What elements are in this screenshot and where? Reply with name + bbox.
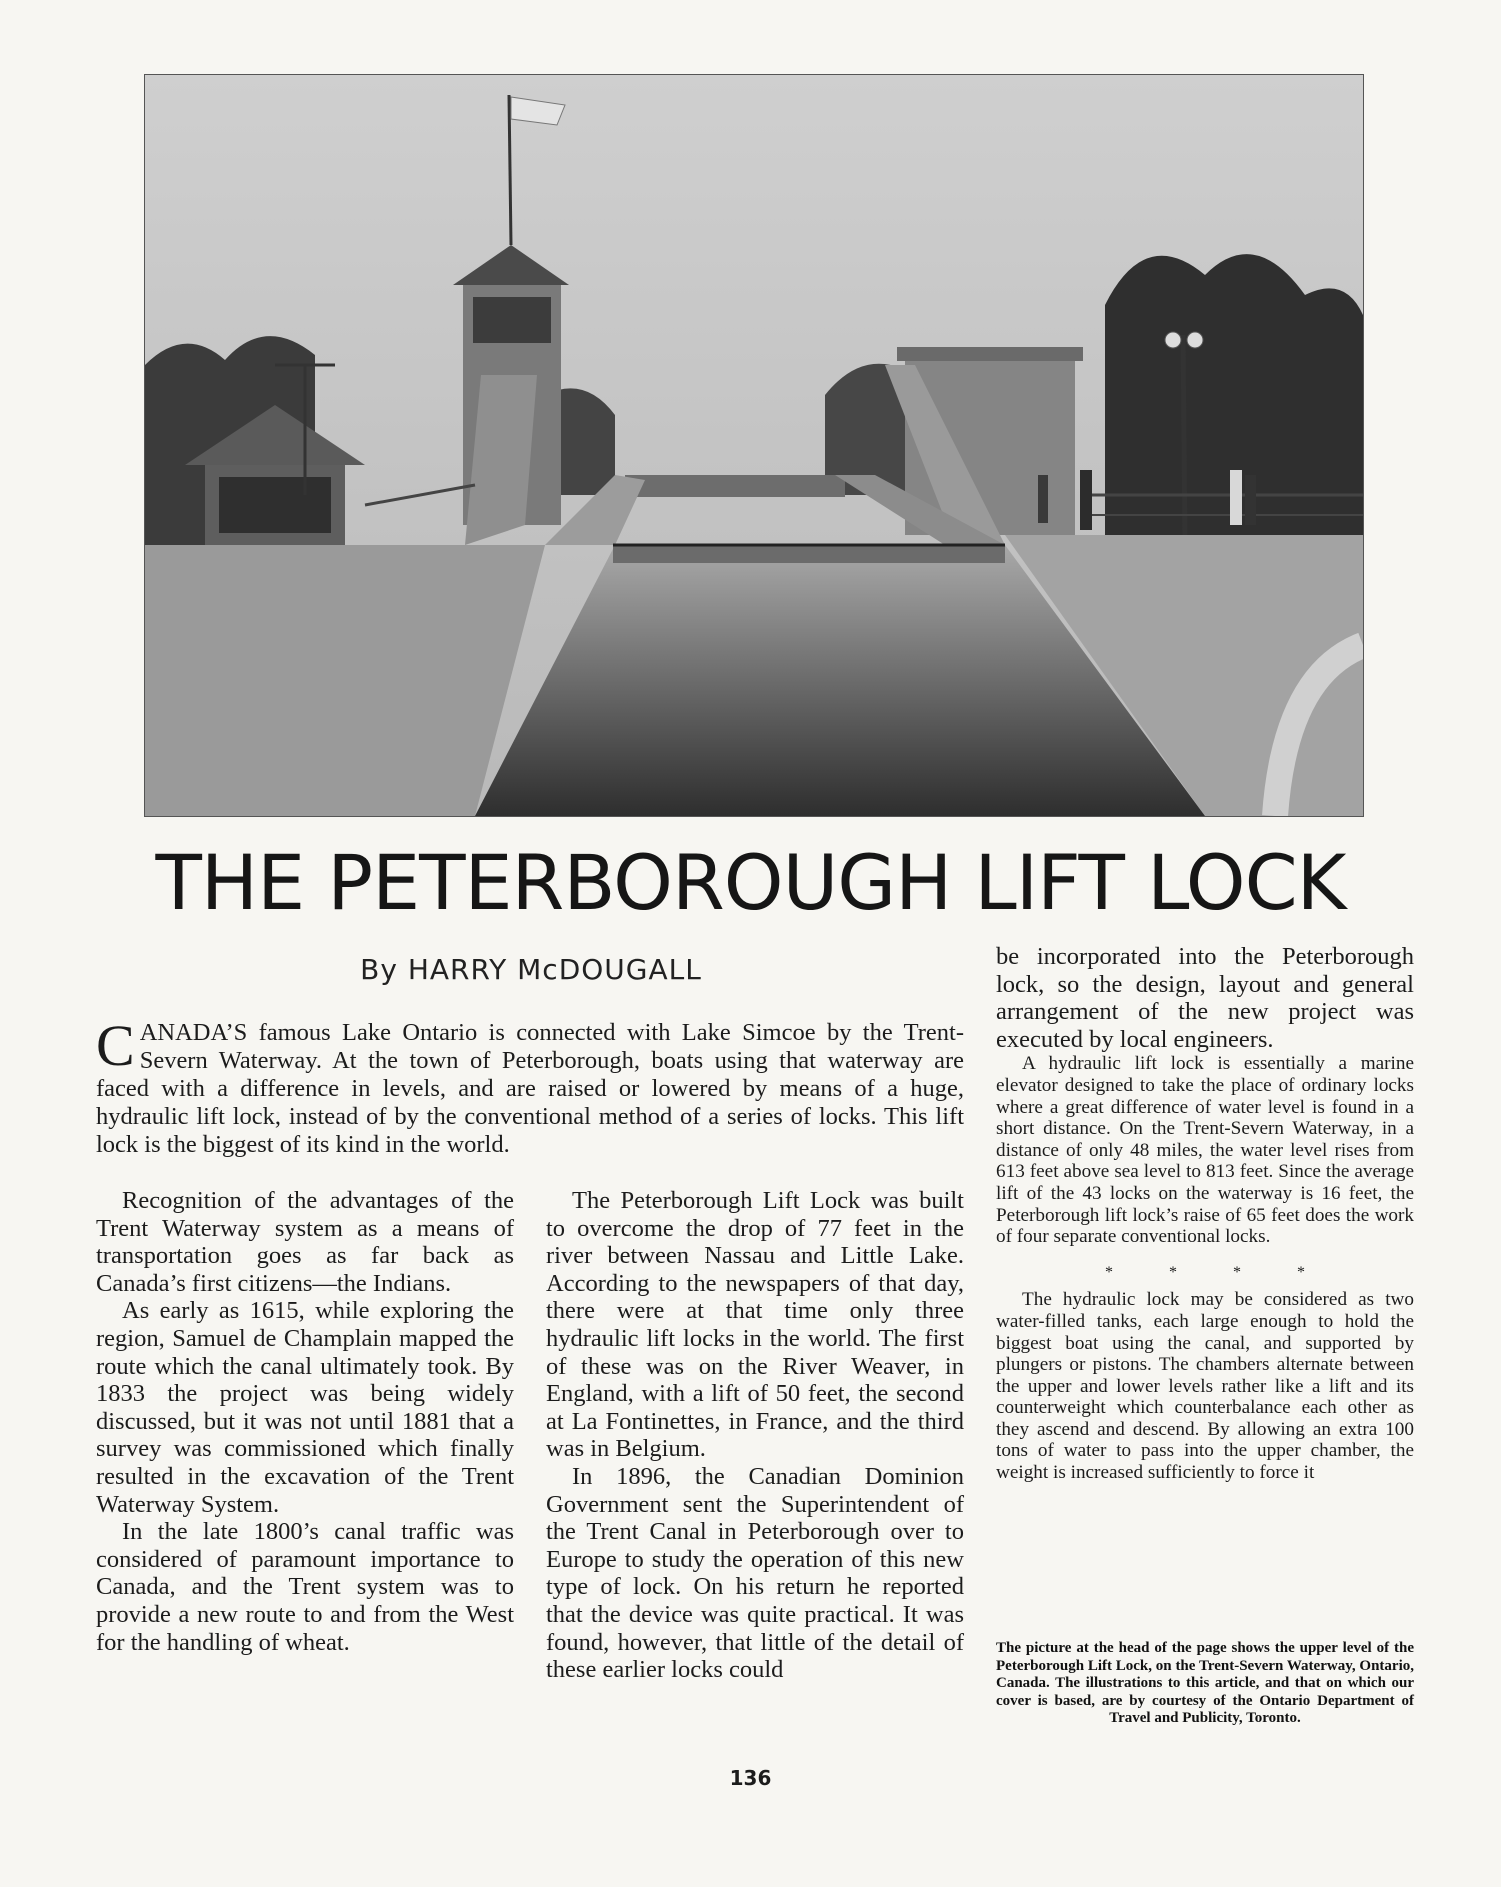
page-number: 136 [729,1766,772,1790]
lift-lock-illustration [145,75,1363,816]
lead-paragraph [96,1013,964,1159]
paragraph: In the late 1800’s canal traffic was considered of paramount importance to Canada, and the Trent system was to provide a new route to and from the West for the handling of wheat. [96,1518,514,1656]
drop-cap: C [96,1013,135,1078]
paragraph: be incorporated into the Peterborough lock, so the design, layout and general arrangement of the new project was executed by local engineers. [996,943,1414,1053]
lead-text: ANADA’S famous Lake Ontario is connected with Lake Simcoe by the Trent-Severn Waterway. At the town of Peterborough, boats using that waterway are faced with a difference in levels, and are raised or lowered by means of a huge, hydraulic lift lock, instead of by the conventional method of a series of locks. This lift lock is the biggest of its kind in the world. [96,1019,964,1158]
paragraph: A hydraulic lift lock is essentially a marine elevator designed to take the place of ordinary locks where a great difference of water level is found in a short distance. On the Trent-Severn Waterway, in a distance of only 48 miles, the water level rises from 613 feet above sea level to 813 feet. Since the average lift of the 43 locks on the waterway is 16 feet, the Peterborough lift lock’s raise of 65 feet does the work of four separate conventional locks. [996,1053,1414,1248]
column-3 [996,943,1414,1484]
paragraph: As early as 1615, while exploring the region, Samuel de Champlain mapped the route which the canal ultimately took. By 1833 the project was being widely discussed, but it was not until 1881 that a survey was commissioned which finally resulted in the excavation of the Trent Waterway System. [96,1297,514,1518]
article-byline: By HARRY McDOUGALL [360,953,702,986]
small-text-block [996,1053,1414,1483]
paragraph: In 1896, the Canadian Dominion Government sent the Superintendent of the Trent Canal in Peterborough over to Europe to study the operation of this new type of lock. On his return he reported that the device was quite practical. It was found, however, that little of the detail of these earlier locks could [546,1462,964,1684]
paragraph: The Peterborough Lift Lock was built to overcome the drop of 77 feet in the river between Nassau and Little Lake. According to the newspapers of that day, there were at that time only three hydraulic lift locks in the world. The first of these was on the River Weaver, in England, with a lift of 50 feet, the second at La Fontinettes, in France, and the third was in Belgium. [546,1187,964,1463]
lift-lock-photo [144,74,1364,817]
photo-caption: The picture at the head of the page shows the upper level of the Peterborough Lift Lock, on the Trent-Severn Waterway, Ontario, Canada. The illustrations to this article, and that on which our cover is based, are by courtesy of the Ontario Department of Travel and Publicity, Toronto. [996,1640,1414,1727]
paragraph: The hydraulic lock may be considered as two water-filled tanks, each large enough to hold the biggest boat using the canal, and supported by plungers or pistons. The chambers alternate between the upper and lower levels rather like a lift and its counterweight which counterbalance each other as they ascend and descend. By allowing an extra 100 tons of water to pass into the upper chamber, the weight is increased sufficiently to force it [996,1289,1414,1484]
column-2 [546,1187,964,1684]
column-1 [96,1187,514,1656]
article-title: THE PETERBOROUGH LIFT LOCK [155,838,1346,927]
paragraph: Recognition of the advantages of the Trent Waterway system as a means of transportation goes as far back as Canada’s first citizens—the Indians. [96,1187,514,1297]
section-separator: * * * * [1105,1263,1331,1281]
